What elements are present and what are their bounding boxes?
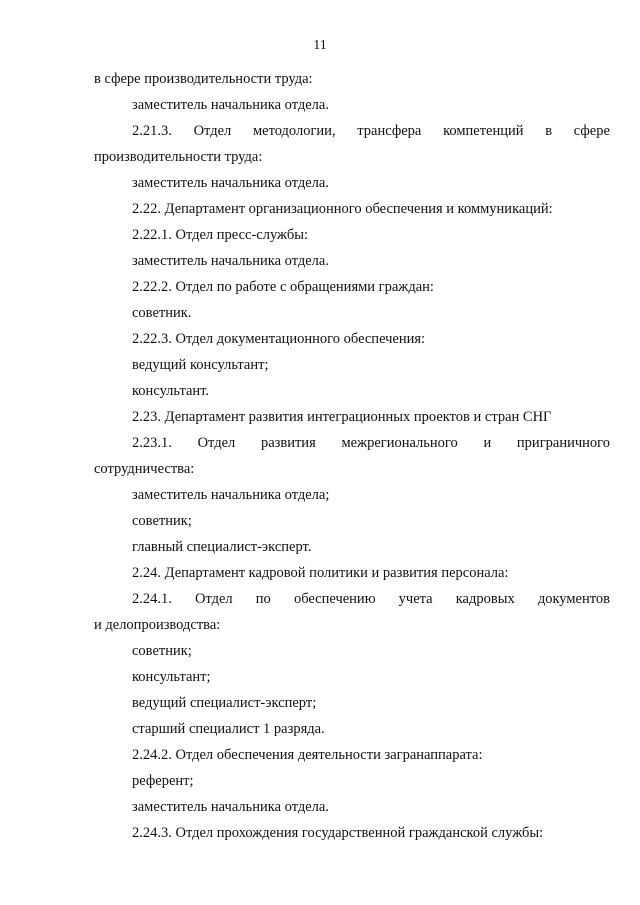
text-line: заместитель начальника отдела. [132, 799, 329, 815]
text-line: главный специалист-эксперт. [132, 539, 312, 555]
text-line: производительности труда: [94, 149, 263, 165]
text-word: развития [260, 435, 316, 451]
text-line: советник. [132, 305, 192, 321]
text-line: 2.24.3. Отдел прохождения государственной гражданской службы: [132, 825, 544, 841]
page-number: 11 [313, 38, 327, 53]
text-line: в сфере производительности труда: [94, 71, 313, 87]
text-word: сфере [573, 123, 610, 139]
text-line: 2.22.2. Отдел по работе с обращениями граждан: [132, 279, 434, 295]
text-word: документов [537, 591, 610, 607]
text-word: Отдел [197, 435, 236, 451]
document-body [94, 66, 610, 846]
text-line: заместитель начальника отдела. [132, 175, 329, 191]
text-line: старший специалист 1 разряда. [132, 721, 325, 737]
text-word: учета [398, 591, 433, 607]
text-line: заместитель начальника отдела. [132, 253, 329, 269]
text-line: и делопроизводства: [94, 617, 221, 633]
text-line: советник; [132, 513, 192, 529]
text-line: 2.24.2. Отдел обеспечения деятельности загранаппарата: [132, 747, 483, 763]
text-line: ведущий консультант; [132, 357, 269, 373]
text-line: консультант. [132, 383, 210, 399]
text-word: 2.24.1. [132, 591, 172, 607]
text-word: компетенций [443, 123, 524, 139]
text-line: 2.23. Департамент развития интеграционных проектов и стран СНГ [132, 409, 552, 425]
text-word: межрегионального [341, 435, 458, 451]
text-word: обеспечению [293, 591, 376, 607]
text-word: кадровых [455, 591, 515, 607]
text-line: ведущий специалист-эксперт; [132, 695, 317, 711]
text-word: Отдел [193, 123, 232, 139]
text-line: сотрудничества: [94, 461, 195, 477]
text-line [94, 586, 610, 612]
text-line: заместитель начальника отдела. [132, 97, 329, 113]
text-line: 2.22. Департамент организационного обеспечения и коммуникаций: [132, 201, 553, 217]
text-word: методологии, [252, 123, 336, 139]
text-line: 2.22.1. Отдел пресс-службы: [132, 227, 309, 243]
text-line: референт; [132, 773, 194, 789]
text-word: 2.21.3. [132, 123, 172, 139]
text-word: по [255, 591, 271, 607]
text-line [94, 430, 610, 456]
text-word: Отдел [195, 591, 233, 607]
text-word: трансфера [357, 123, 422, 139]
text-line: консультант; [132, 669, 211, 685]
text-line: советник; [132, 643, 192, 659]
text-word: и [483, 435, 492, 451]
text-line: заместитель начальника отдела; [132, 487, 330, 503]
text-word: в [545, 123, 553, 139]
text-line: 2.24. Департамент кадровой политики и развития персонала: [132, 565, 509, 581]
text-word: приграничного [516, 435, 610, 451]
text-line [94, 118, 610, 144]
text-word: 2.23.1. [132, 435, 172, 451]
text-line: 2.22.3. Отдел документационного обеспечения: [132, 331, 426, 347]
